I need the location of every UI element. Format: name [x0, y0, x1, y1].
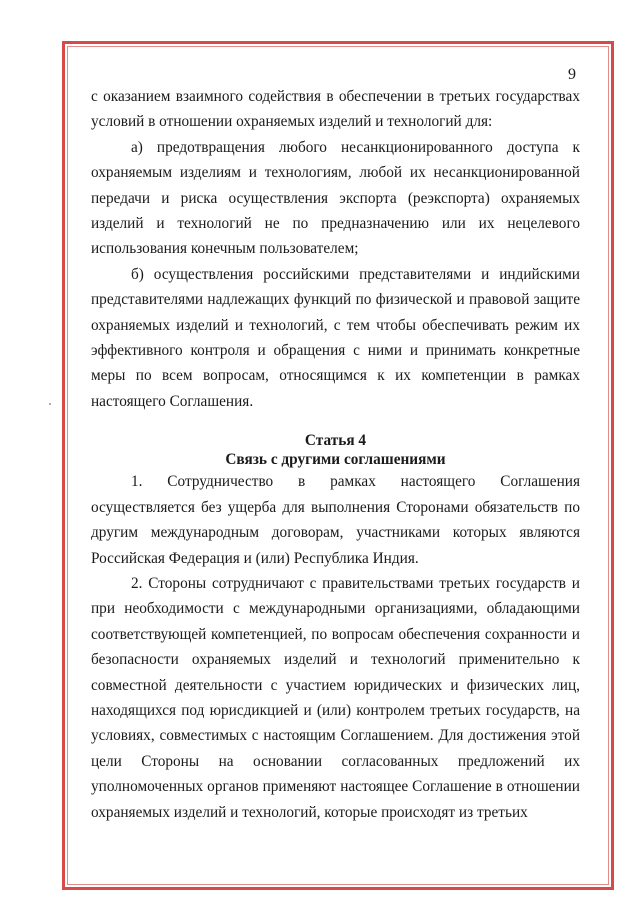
- document-body: [91, 84, 580, 825]
- margin-mark: [49, 403, 51, 405]
- intro-paragraph: с оказанием взаимного содействия в обеспечении в третьих государствах условий в отношении охраняемых изделий и технологий для:: [91, 88, 580, 131]
- section-spacer: [91, 414, 580, 431]
- item-b-paragraph: б) осуществления российскими представителями и индийскими представителями надлежащих функций по физической и правовой защите охраняемых изделий и технологий, с тем чтобы обеспечивать режим их эффективного контроля и обращения с ними и принимать конкретные меры по всем вопросам, относящимся к их компетенции в рамках настоящего Соглашения.: [91, 265, 580, 410]
- item-a-paragraph: а) предотвращения любого несанкционированного доступа к охраняемым изделиям и технологиям, любой их несанкционированной передачи и риска осуществления экспорта (реэкспорта) охраняемых изделий и технологий не по предназначению или их нецелевого использования конечным пользователем;: [91, 138, 580, 258]
- paragraph-2: 2. Стороны сотрудничают с правительствами третьих государств и при необходимости с международными организациями, обладающими соответствующей компетенцией, по вопросам обеспечения сохранности и безопасности охраняемых изделий и технологий применительно к совместной деятельности с участием юридических и физических лиц, находящихся под юрисдикцией и (или) контролем третьих государств, на условиях, совместимых с настоящим Соглашением. Для достижения этой цели Стороны на основании согласованных предложений их уполномоченных органов применяют настоящее Соглашение в отношении охраняемых изделий и технологий, которые происходят из третьих: [91, 574, 580, 821]
- article-number: Статья 4: [304, 432, 367, 450]
- paragraph-1: 1. Сотрудничество в рамках настоящего Соглашения осуществляется без ущерба для выполнения Сторонами обязательств по другим международным договорам, участниками которых являются Российская Федерация и (или) Республика Индия.: [91, 473, 580, 567]
- page-number: 9: [568, 66, 576, 83]
- article-title: Связь с другими соглашениями: [225, 451, 446, 469]
